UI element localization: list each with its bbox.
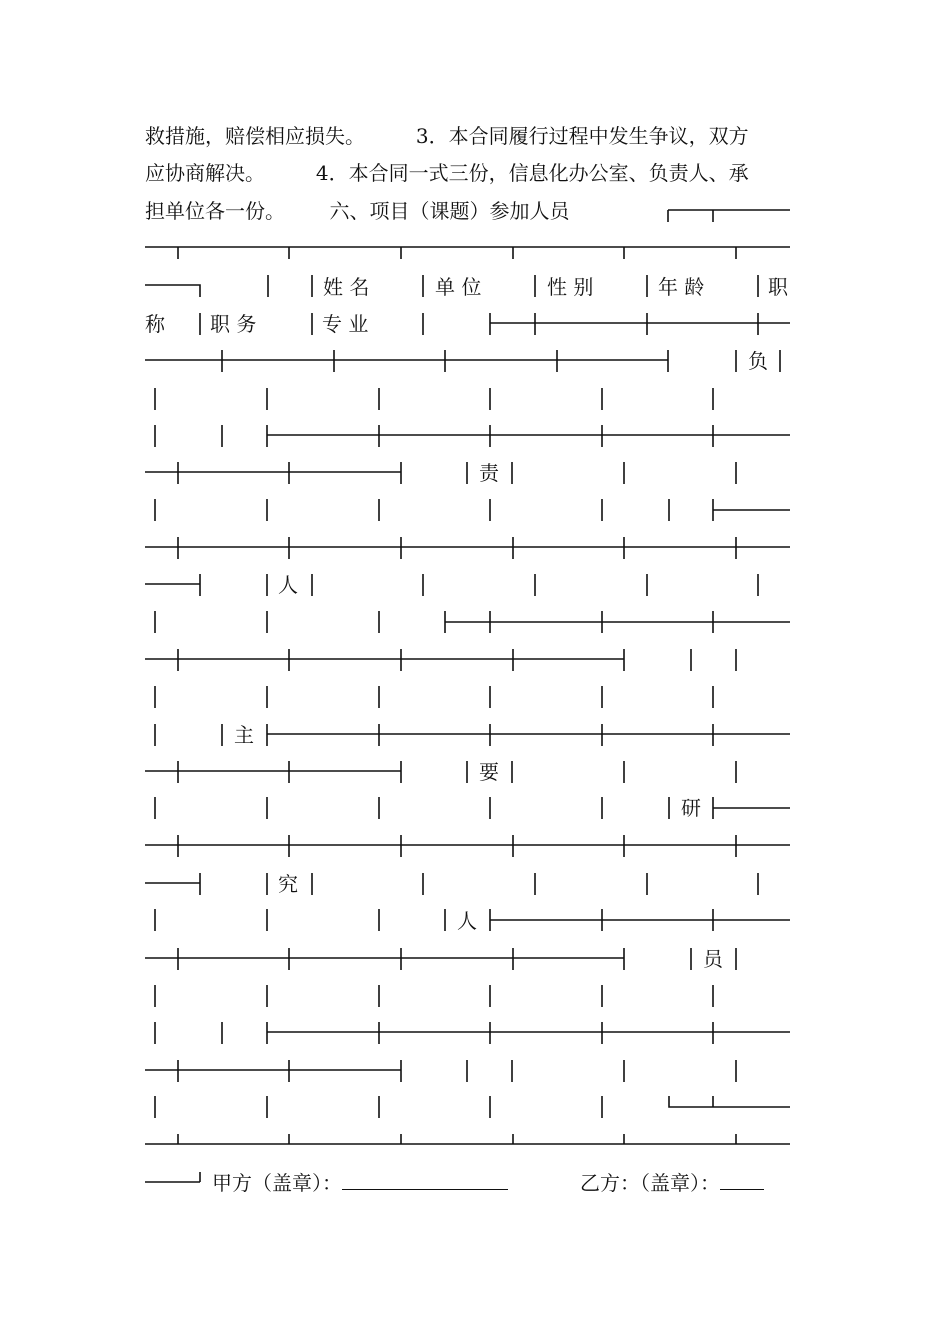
party-b-blank[interactable] [720, 1171, 764, 1190]
header-major: 专 业 [322, 312, 369, 336]
party-a-blank[interactable] [342, 1171, 508, 1190]
party-a-label: 甲方（盖章）： [212, 1171, 342, 1195]
clause-remedy: 救措施，赔偿相应损失。 [145, 124, 365, 148]
header-position: 职 务 [210, 312, 257, 336]
side-char-zhu: 主 [234, 723, 254, 747]
side-char-ze: 责 [479, 461, 499, 485]
header-title-part1: 职 [768, 275, 788, 299]
party-b-label: 乙方：（盖章）： [580, 1171, 720, 1195]
clause-negotiate: 应协商解决。 [145, 161, 265, 185]
header-name: 姓 名 [323, 275, 370, 299]
side-char-yuan: 员 [703, 947, 723, 971]
party-b-signature [580, 1171, 764, 1195]
header-unit: 单 位 [435, 275, 482, 299]
section-6-heading: 六、项目（课题）参加人员 [329, 199, 570, 223]
header-age: 年 龄 [658, 275, 705, 299]
header-title-part2: 称 [145, 312, 165, 336]
header-gender: 性 别 [547, 275, 594, 299]
side-char-ren2: 人 [457, 909, 477, 933]
party-a-signature [212, 1171, 508, 1195]
clause-3: 3．本合同履行过程中发生争议，双方 [415, 124, 749, 148]
side-char-fu: 负 [748, 349, 768, 373]
side-char-yan: 研 [681, 796, 701, 820]
side-char-jiu: 究 [278, 872, 298, 896]
clause-4: 4．本合同一式三份，信息化办公室、负责人、承 [315, 161, 749, 185]
clause-copies: 担单位各一份。 [145, 199, 285, 223]
table-lines [145, 210, 790, 1182]
side-char-yao: 要 [479, 760, 499, 784]
side-char-ren: 人 [278, 573, 298, 597]
